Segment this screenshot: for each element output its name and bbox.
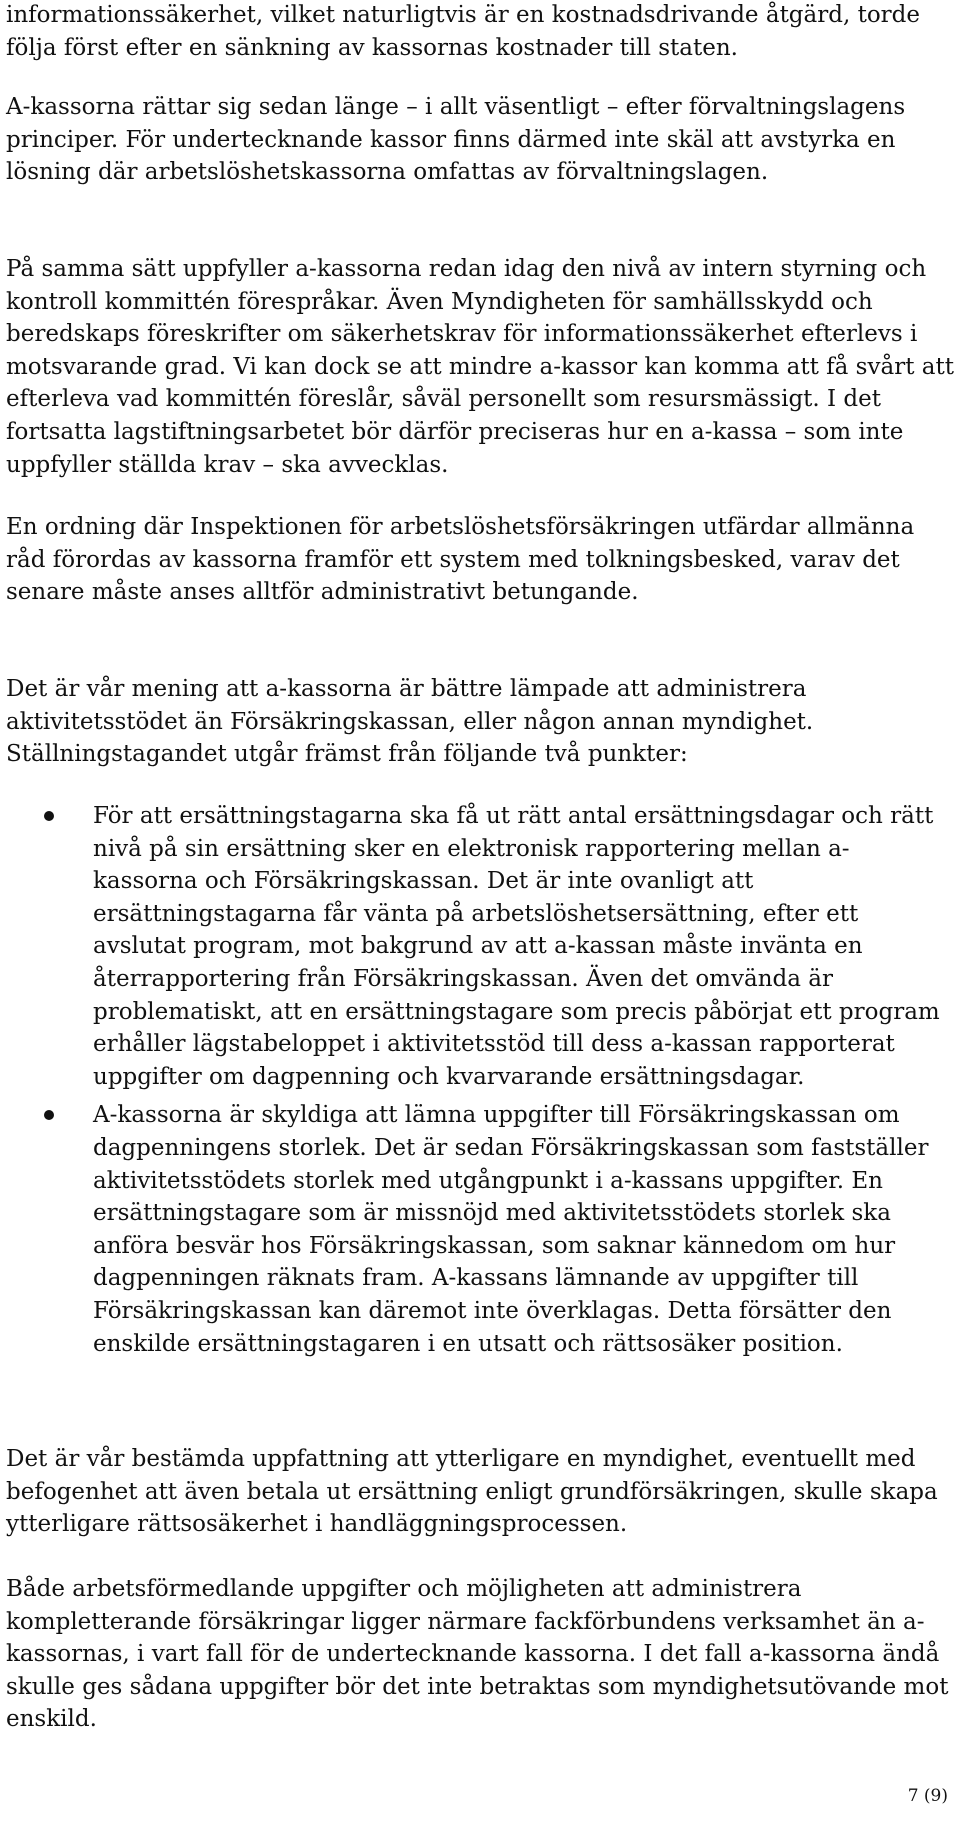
list-item bbox=[0, 800, 960, 1093]
paragraph: Både arbetsförmedlande uppgifter och möjligheten att administrera kompletterande försäkringar ligger närmare fackförbundens verksamhet än a-kassornas, i vart fall för de undertecknande kassorna. I det fall a-kassorna ändå skulle ges sådana uppgifter bör det inte betraktas som myndighetsutövande mot enskild. bbox=[6, 1576, 949, 1733]
paragraph: informationssäkerhet, vilket naturligtvis är en kostnadsdrivande åtgärd, torde följa först efter en sänkning av kassornas kostnader till staten. bbox=[6, 2, 921, 61]
bullet-icon bbox=[44, 1110, 54, 1120]
paragraph: A-kassorna rättar sig sedan länge – i allt väsentligt – efter förvaltningslagens principer. För undertecknande kassor finns därmed inte skäl att avstyrka en lösning där arbetslöshetskassorna omfattas av förvaltningslagen. bbox=[6, 94, 906, 186]
paragraph: Det är vår bestämda uppfattning att ytterligare en myndighet, eventuellt med befogenhet att även betala ut ersättning enligt grundförsäkringen, skulle skapa ytterligare rättsosäkerhet i handläggningsprocessen. bbox=[6, 1446, 938, 1538]
page-number: 7 (9) bbox=[907, 1786, 948, 1806]
list-item-text: A-kassorna är skyldiga att lämna uppgifter till Försäkringskassan om dagpenningens storlek. Det är sedan Försäkringskassan som fastställer aktivitetsstödets storlek med utgångpunkt i a-kassans uppgifter. En ersättningstagare som är missnöjd med aktivitetsstödets storlek ska anföra besvär hos Försäkringskassan, som saknar kännedom om hur dagpenningen räknats fram. A-kassans lämnande av uppgifter till Försäkringskassan kan däremot inte överklagas. Detta försätter den enskilde ersättningstagaren i en utsatt och rättsosäker position. bbox=[93, 1102, 929, 1357]
list-item-text: För att ersättningstagarna ska få ut rätt antal ersättningsdagar och rätt nivå på sin ersättning sker en elektronisk rapportering mellan a-kassorna och Försäkringskassan. Det är inte ovanligt att ersättningstagarna får vänta på arbetslöshetsersättning, efter ett avslutat program, mot bakgrund av att a-kassan måste invänta en återrapportering från Försäkringskassan. Även det omvända är problematiskt, att en ersättningstagare som precis påbörjat ett program erhåller lägstabeloppet i aktivitetsstöd till dess a-kassan rapporterat uppgifter om dagpenning och kvarvarande ersättningsdagar. bbox=[93, 803, 940, 1090]
paragraph: En ordning där Inspektionen för arbetslöshetsförsäkringen utfärdar allmänna råd förordas av kassorna framför ett system med tolkningsbesked, varav det senare måste anses alltför administrativt betungande. bbox=[6, 514, 915, 606]
bullet-list bbox=[0, 800, 960, 1360]
list-item bbox=[0, 1099, 960, 1360]
paragraph: På samma sätt uppfyller a-kassorna redan idag den nivå av intern styrning och kontroll kommittén förespråkar. Även Myndigheten för samhällsskydd och beredskaps föreskrifter om säkerhetskrav för informationssäkerhet efterlevs i motsvarande grad. Vi kan dock se att mindre a-kassor kan komma att få svårt att efterleva vad kommittén föreslår, såväl personellt som resursmässigt. I det fortsatta lagstiftningsarbetet bör därför preciseras hur en a-kassa – som inte uppfyller ställda krav – ska avvecklas. bbox=[6, 256, 954, 478]
bullet-icon bbox=[44, 811, 54, 821]
paragraph: Det är vår mening att a-kassorna är bättre lämpade att administrera aktivitetsstödet än Försäkringskassan, eller någon annan myndighet. Ställningstagandet utgår främst från följande två punkter: bbox=[6, 676, 814, 768]
